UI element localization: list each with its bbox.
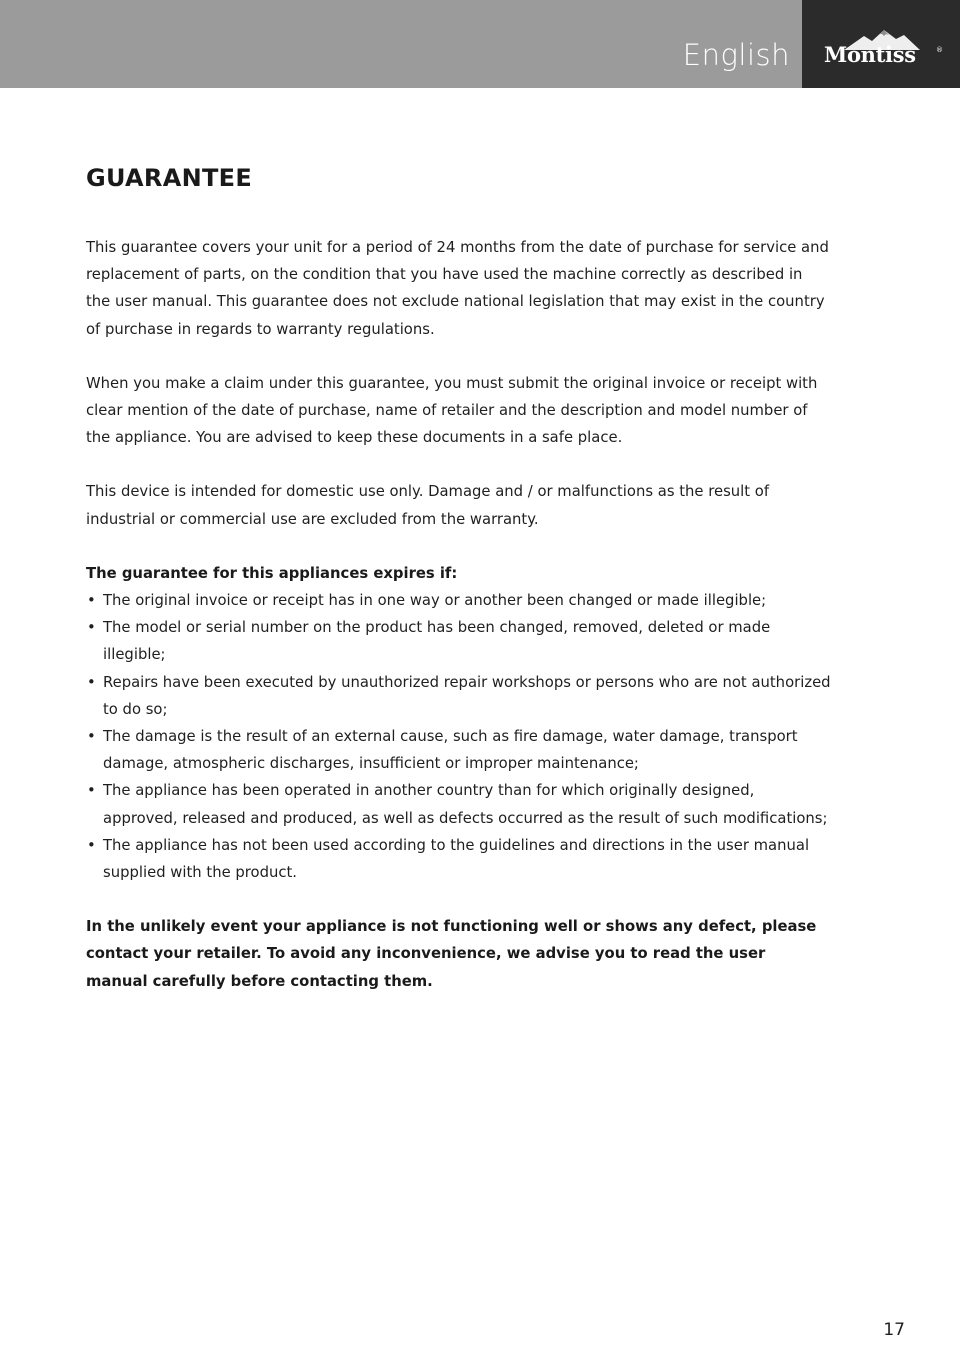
guarantee-section (86, 160, 831, 995)
paragraph-coverage: This guarantee covers your unit for a period of 24 months from the date of purchase for service and replacement of parts, on the condition that you have used the machine correctly as described in the user manual. This guarantee does not exclude national legislation that may exist in the country of purchase in regards to warranty regulations. (86, 239, 829, 338)
language-bar (0, 0, 802, 88)
list-item (86, 832, 831, 886)
paragraph-domestic-use: This device is intended for domestic use only. Damage and / or malfunctions as the result of industrial or commercial use are excluded from the warranty. (86, 483, 770, 528)
list-item-text: The model or serial number on the product has been changed, removed, deleted or made illegible; (103, 619, 771, 664)
list-item (86, 669, 831, 723)
bullet-icon: • (87, 836, 96, 854)
list-item-text: The appliance has been operated in another country than for which originally designed, approved, released and produced, as well as defects occurred as the result of such modifications; (103, 782, 828, 827)
expiry-list-heading: The guarantee for this appliances expires if: (86, 564, 458, 582)
expiry-conditions-list (86, 587, 831, 886)
brand-logo (802, 0, 960, 88)
paragraph-claim: When you make a claim under this guarantee, you must submit the original invoice or receipt with clear mention of the date of purchase, name of retailer and the description and model number of the appliance. You are advised to keep these documents in a safe place. (86, 374, 818, 447)
registered-mark: ® (936, 46, 943, 54)
list-item-text: The damage is the result of an external cause, such as fire damage, water damage, transport damage, atmospheric discharges, insufficient or improper maintenance; (103, 728, 798, 773)
bullet-icon: • (87, 592, 96, 610)
page-title: GUARANTEE (86, 164, 253, 192)
bullet-icon: • (87, 619, 96, 637)
list-item-text: Repairs have been executed by unauthorized repair workshops or persons who are not authorized to do so; (103, 673, 831, 718)
bullet-icon: • (87, 782, 96, 800)
bullet-icon: • (87, 673, 96, 691)
list-item (86, 723, 831, 777)
page-header (0, 0, 960, 88)
list-item (86, 587, 831, 614)
closing-note: In the unlikely event your appliance is not functioning well or shows any defect, please contact your retailer. To avoid any inconvenience, we advise you to read the user manual carefully before contacting them. (86, 918, 817, 990)
list-item-text: The original invoice or receipt has in one way or another been changed or made illegible; (103, 592, 767, 610)
page-number: 17 (883, 1320, 905, 1340)
list-item-text: The appliance has not been used according to the guidelines and directions in the user manual supplied with the product. (103, 836, 810, 882)
list-item (86, 614, 831, 668)
language-label: English (682, 38, 790, 72)
bullet-icon: • (87, 728, 96, 746)
brand-logo-text: Montiss (824, 42, 916, 67)
list-item (86, 777, 831, 831)
